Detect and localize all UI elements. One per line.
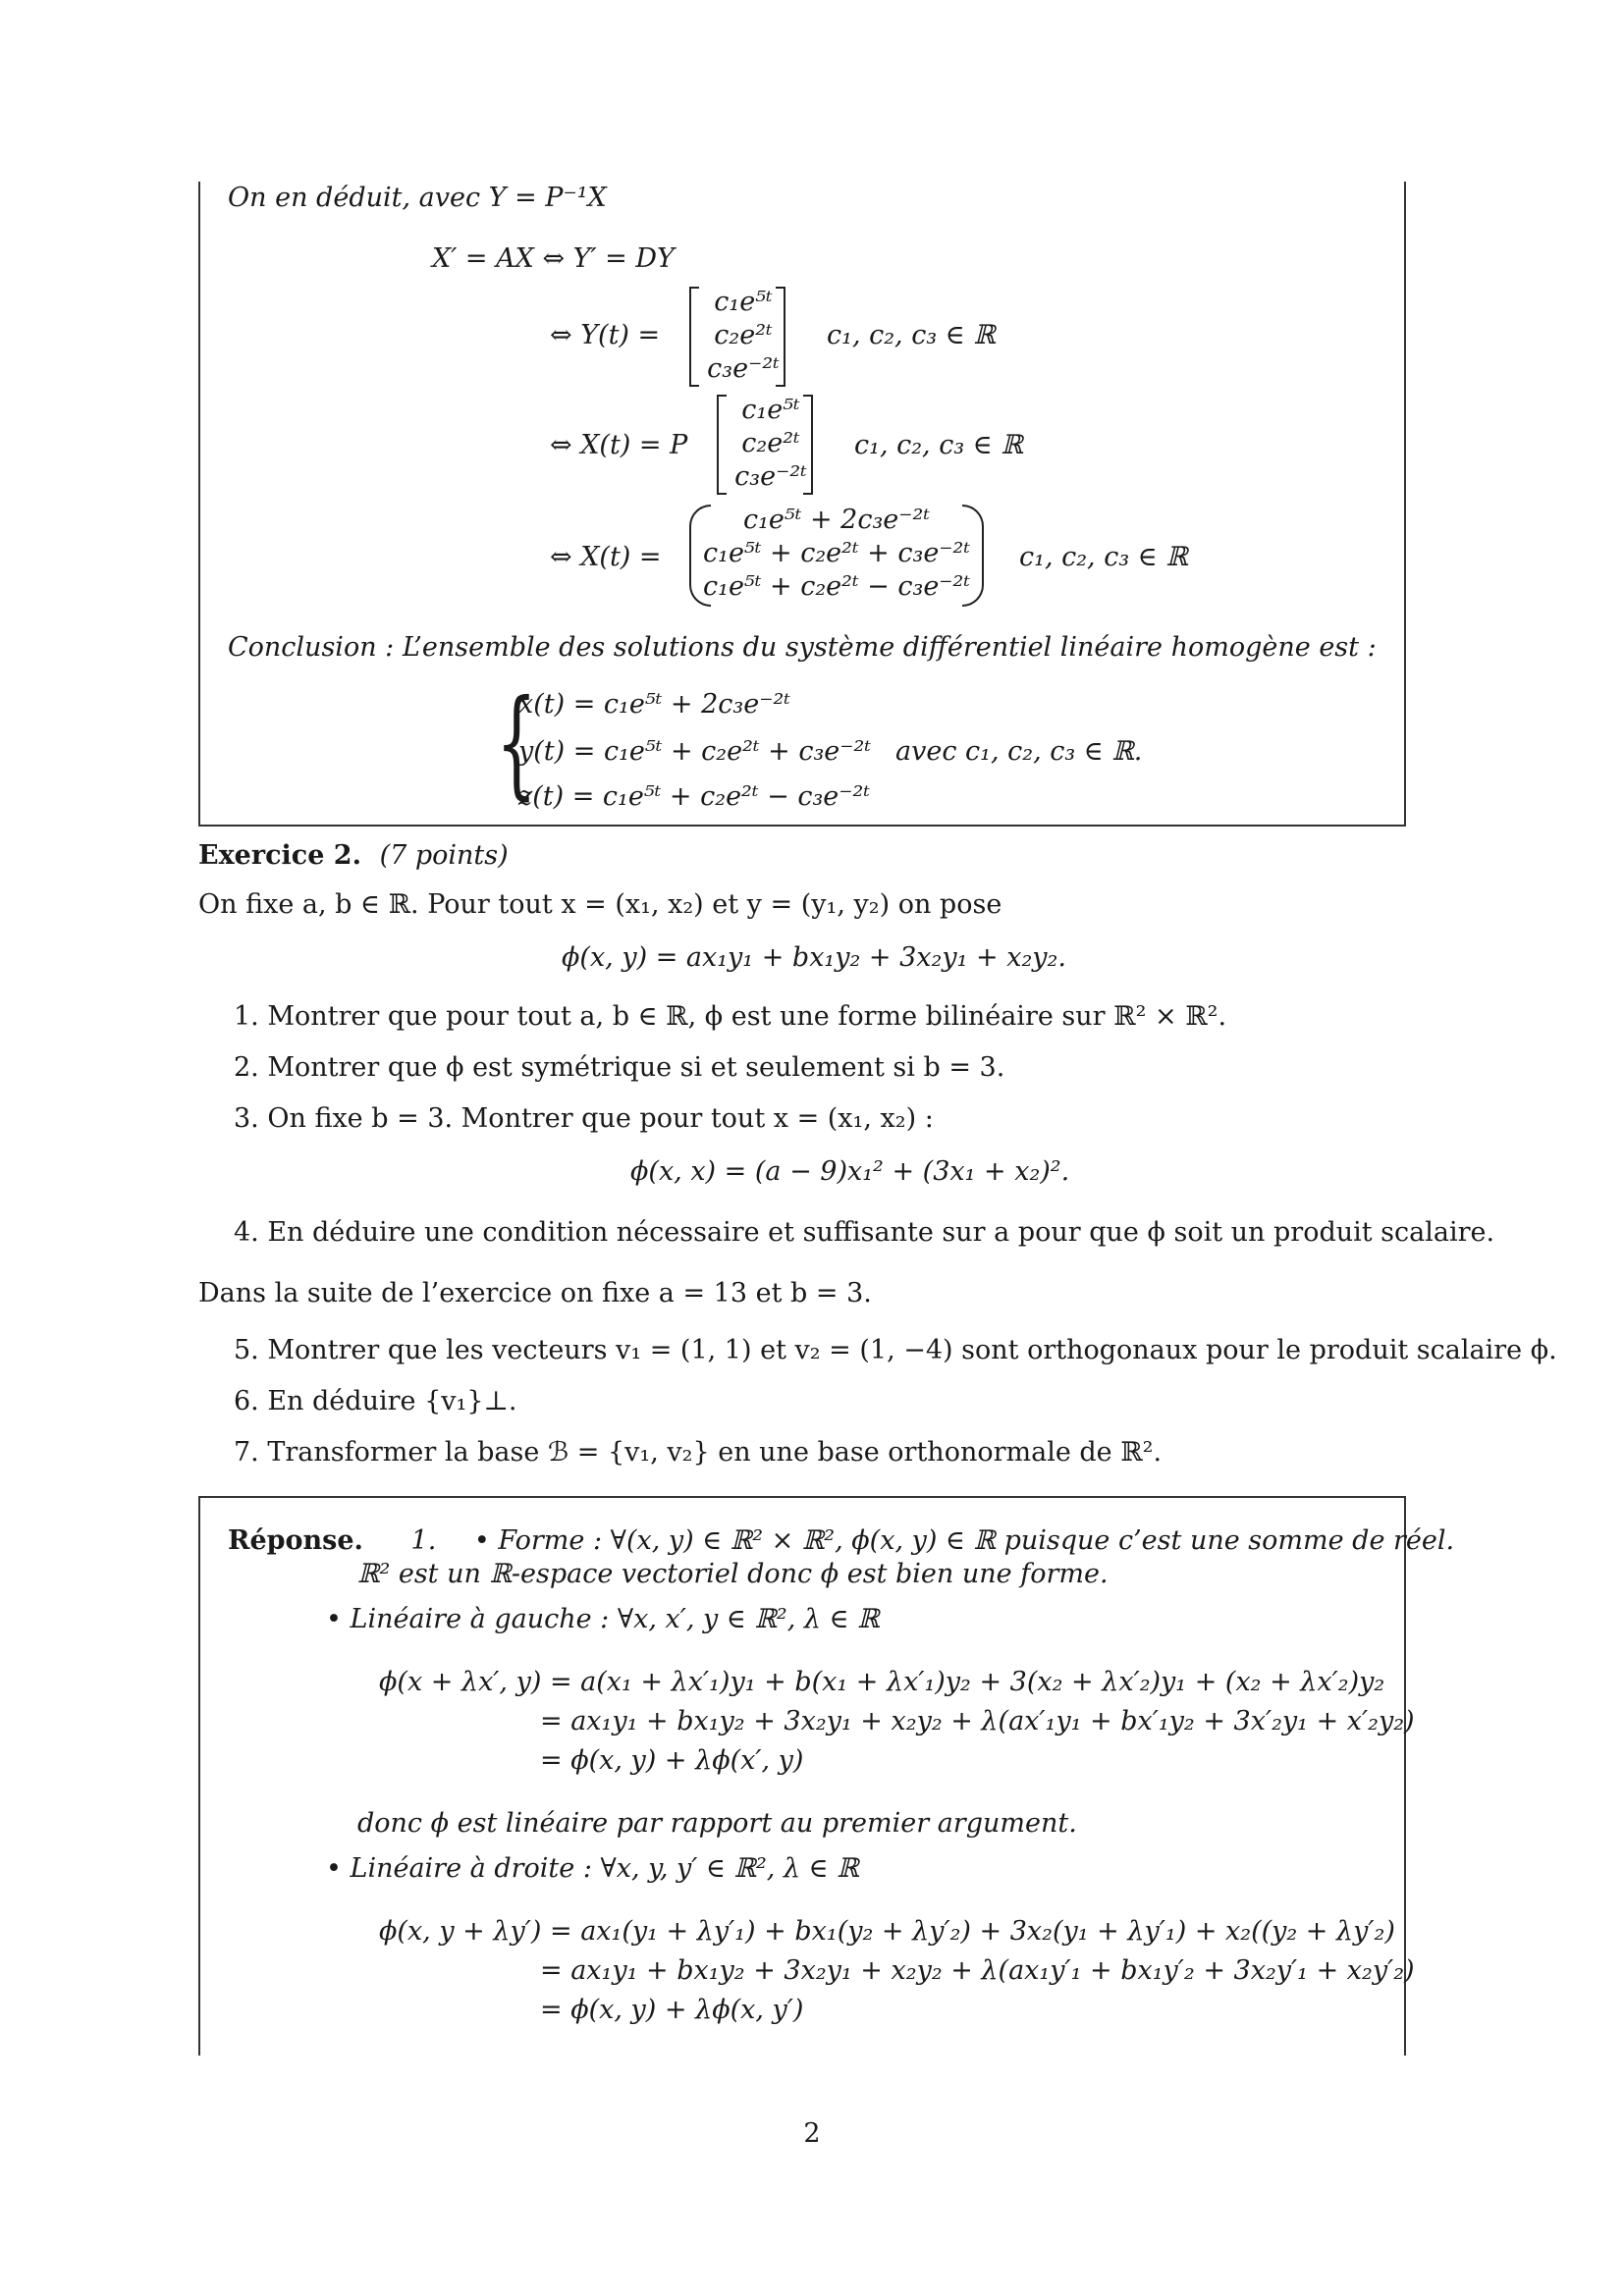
answer-label: Réponse. (228, 1525, 363, 1556)
exercise-title: Exercice 2. (198, 840, 361, 871)
bracket-right (776, 287, 785, 387)
eq-line-3-cond: c₁, c₂, c₃ ∈ ℝ (854, 430, 1023, 460)
system-line-y: y(t) = c₁e⁵ᵗ + c₂e²ᵗ + c₃e⁻²ᵗ (518, 736, 872, 767)
question-4: 4. En déduire une condition nécessaire et suffisante sur a pour que ϕ soit un produit scalaire. (234, 1217, 1495, 1248)
question-2: 2. Montrer que ϕ est symétrique si et seulement si b = 3. (234, 1052, 1005, 1083)
matrix-cell: c₁e⁵ᵗ + c₂e²ᵗ − c₃e⁻²ᵗ (703, 571, 971, 602)
bracket-left (689, 287, 699, 387)
lin-left-conclusion: donc ϕ est linéaire par rapport au premier argument. (357, 1808, 1077, 1839)
box1-left-border (198, 182, 200, 827)
matrix-cell: c₁e⁵ᵗ + 2c₃e⁻²ᵗ (742, 505, 931, 535)
lin-right-eq-3: = ϕ(x, y) + λϕ(x, y′) (540, 1995, 804, 2025)
question-3-equation: ϕ(x, x) = (a − 9)x₁² + (3x₁ + x₂)². (630, 1156, 1070, 1187)
box1-conclusion: Conclusion : L’ensemble des solutions du système différentiel linéaire homogène est : (228, 632, 1377, 663)
matrix-cell: c₃e⁻²ᵗ (707, 353, 780, 384)
question-3: 3. On fixe b = 3. Montrer que pour tout x = (x₁, x₂) : (234, 1103, 934, 1134)
lin-left-eq-2: = ax₁y₁ + bx₁y₂ + 3x₂y₁ + x₂y₂ + λ(ax′₁y₁ + bx′₁y₂ + 3x′₂y₁ + x′₂y₂) (540, 1706, 1415, 1736)
matrix-cell: c₁e⁵ᵗ (714, 287, 773, 317)
lin-right-heading: • Linéaire à droite : ∀x, y, y′ ∈ ℝ², λ ∈ ℝ (326, 1853, 859, 1884)
system-line-z: z(t) = c₁e⁵ᵗ + c₂e²ᵗ − c₃e⁻²ᵗ (518, 781, 870, 812)
eq-line-2-left: ⇔ Y(t) = (550, 320, 661, 350)
lin-left-eq-3: = ϕ(x, y) + λϕ(x′, y) (540, 1745, 804, 1776)
bracket-right (803, 395, 813, 495)
forme-line-2: ℝ² est un ℝ-espace vectoriel donc ϕ est bien une forme. (357, 1559, 1109, 1589)
exercise-intro: On fixe a, b ∈ ℝ. Pour tout x = (x₁, x₂) et y = (y₁, y₂) on pose (198, 889, 1002, 920)
eq-line-4-cond: c₁, c₂, c₃ ∈ ℝ (1019, 542, 1188, 572)
lin-left-eq-1: ϕ(x + λx′, y) = a(x₁ + λx′₁)y₁ + b(x₁ + λx′₁)y₂ + 3(x₂ + λx′₂)y₁ + (x₂ + λx′₂)y₂ (379, 1667, 1385, 1697)
exercise-mid-text: Dans la suite de l’exercice on fixe a = 13 et b = 3. (198, 1278, 872, 1308)
system-brace: { (496, 675, 537, 812)
page-number: 2 (803, 2118, 821, 2149)
phi-definition: ϕ(x, y) = ax₁y₁ + bx₁y₂ + 3x₂y₁ + x₂y₂. (562, 942, 1066, 973)
bracket-left (717, 395, 727, 495)
eq-line-2-cond: c₁, c₂, c₃ ∈ ℝ (827, 320, 996, 350)
matrix-cell: c₂e²ᵗ (714, 320, 773, 350)
box1-right-border (1404, 182, 1406, 827)
eq-line-1: X′ = AX ⇔ Y′ = DY (432, 243, 675, 274)
matrix-cell: c₃e⁻²ᵗ (734, 461, 807, 492)
matrix-cell: c₂e²ᵗ (741, 428, 800, 458)
lin-right-eq-1: ϕ(x, y + λy′) = ax₁(y₁ + λy′₁) + bx₁(y₂ + λy′₂) + 3x₂(y₁ + λy′₁) + x₂((y₂ + λy′₂) (379, 1916, 1395, 1947)
box1-intro: On en déduit, avec Y = P⁻¹X (228, 183, 607, 213)
exercise-heading (198, 840, 509, 871)
answer-box-top-border (198, 1496, 1406, 1498)
question-7: 7. Transformer la base ℬ = {v₁, v₂} en une base orthonormale de ℝ². (234, 1437, 1163, 1468)
answer-first-line (228, 1525, 1454, 1556)
exercise-points: (7 points) (379, 840, 509, 871)
answer-number: 1. (410, 1525, 437, 1556)
question-5: 5. Montrer que les vecteurs v₁ = (1, 1) et v₂ = (1, −4) sont orthogonaux pour le produit scalaire ϕ. (234, 1335, 1557, 1365)
system-condition: avec c₁, c₂, c₃ ∈ ℝ. (895, 736, 1143, 767)
question-6: 6. En déduire {v₁}⊥. (234, 1386, 517, 1416)
paren-right (962, 505, 984, 607)
system-line-x: x(t) = c₁e⁵ᵗ + 2c₃e⁻²ᵗ (518, 689, 790, 720)
eq-line-4-left: ⇔ X(t) = (550, 542, 662, 572)
box1-bottom-border (198, 825, 1406, 827)
matrix-cell: c₁e⁵ᵗ + c₂e²ᵗ + c₃e⁻²ᵗ (703, 538, 971, 568)
matrix-cell: c₁e⁵ᵗ (741, 395, 800, 425)
answer-box-left-border (198, 1496, 200, 2056)
question-1: 1. Montrer que pour tout a, b ∈ ℝ, ϕ est une forme bilinéaire sur ℝ² × ℝ². (234, 1001, 1227, 1032)
lin-left-heading: • Linéaire à gauche : ∀x, x′, y ∈ ℝ², λ ∈ ℝ (326, 1604, 880, 1634)
lin-right-eq-2: = ax₁y₁ + bx₁y₂ + 3x₂y₁ + x₂y₂ + λ(ax₁y′₁ + bx₁y′₂ + 3x₂y′₁ + x₂y′₂) (540, 1955, 1415, 1986)
eq-line-3-left: ⇔ X(t) = P (550, 430, 688, 460)
forme-line-1: • Forme : ∀(x, y) ∈ ℝ² × ℝ², ϕ(x, y) ∈ ℝ puisque c’est une somme de réel. (473, 1525, 1455, 1556)
